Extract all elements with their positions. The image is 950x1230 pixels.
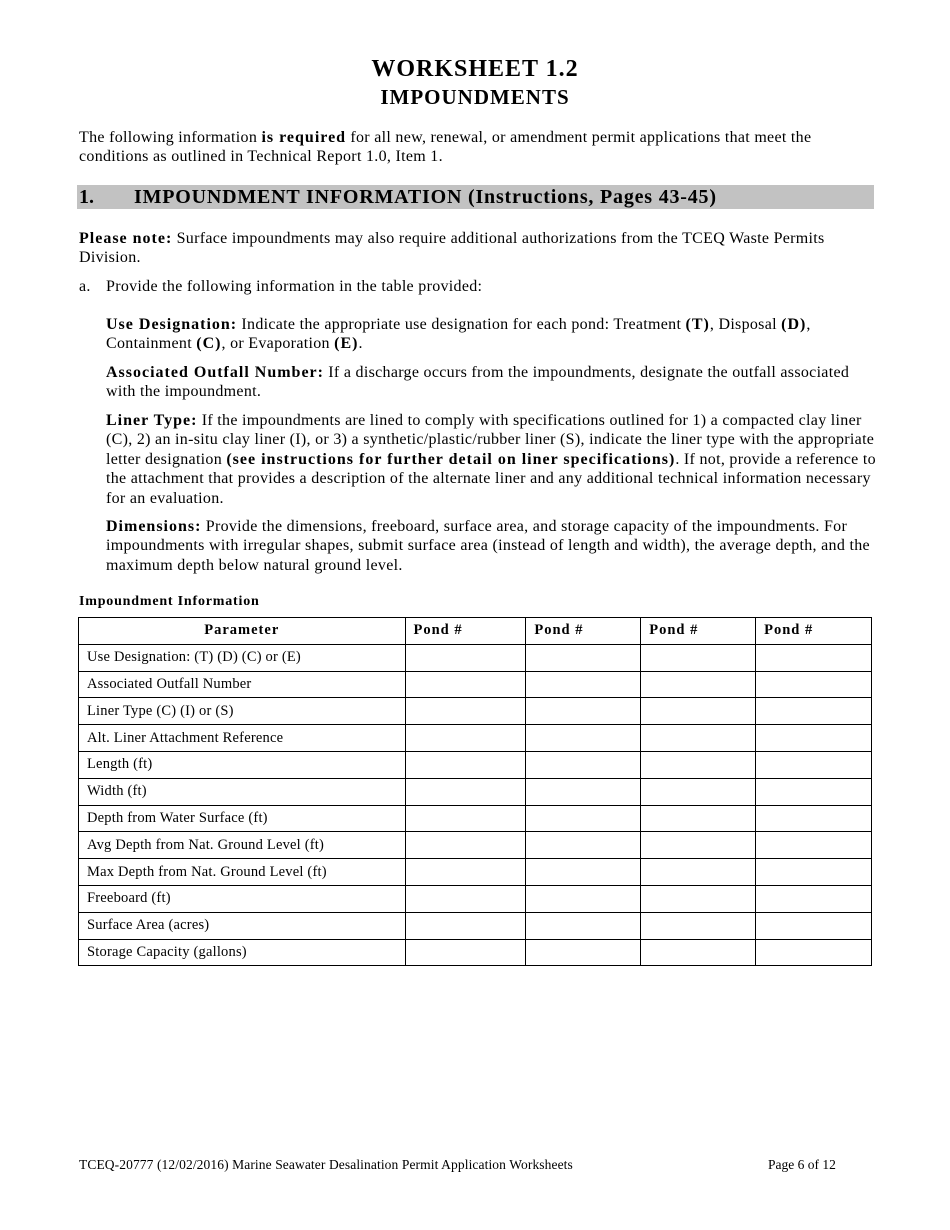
note-text: Surface impoundments may also require additional authorizations from the TCEQ Waste Permits Division. — [79, 230, 825, 267]
header-pond-1: Pond # — [405, 618, 526, 645]
parameter-cell: Use Designation: (T) (D) (C) or (E) — [79, 644, 406, 671]
pond-3-input-cell[interactable] — [641, 698, 756, 725]
item-a-text: Provide the following information in the table provided: — [106, 278, 483, 295]
liner-text-1: If the impoundments are lined to comply with specifications outlined for 1) a compacted clay liner (C), 2) an in-situ clay liner (I), or 3) a synthetic/plastic/rubber liner (S), indicate the liner type with the appropriate letter designation — [106, 412, 875, 468]
pond-1-input-cell[interactable] — [405, 939, 526, 966]
table-row — [79, 671, 872, 698]
table-row — [79, 805, 872, 832]
use-code-t: (T) — [685, 316, 710, 333]
parameter-cell: Associated Outfall Number — [79, 671, 406, 698]
table-row — [79, 912, 872, 939]
pond-4-input-cell[interactable] — [756, 698, 872, 725]
use-designation-label: Use Designation: — [106, 316, 238, 333]
pond-4-input-cell[interactable] — [756, 885, 872, 912]
intro-text: The following information — [79, 129, 262, 146]
parameter-cell: Avg Depth from Nat. Ground Level (ft) — [79, 832, 406, 859]
table-header-row — [79, 618, 872, 645]
liner-type-paragraph — [106, 411, 881, 508]
footer-form-id: TCEQ-20777 (12/02/2016) Marine Seawater Desalination Permit Application Worksheets — [79, 1157, 573, 1172]
pond-2-input-cell[interactable] — [526, 698, 641, 725]
liner-label: Liner Type: — [106, 412, 198, 429]
pond-1-input-cell[interactable] — [405, 751, 526, 778]
pond-2-input-cell[interactable] — [526, 778, 641, 805]
pond-3-input-cell[interactable] — [641, 805, 756, 832]
dimensions-label: Dimensions: — [106, 518, 202, 535]
pond-1-input-cell[interactable] — [405, 805, 526, 832]
use-text-4: , or Evaporation — [221, 335, 335, 353]
pond-3-input-cell[interactable] — [641, 778, 756, 805]
parameter-cell: Liner Type (C) (I) or (S) — [79, 698, 406, 725]
use-code-d: (D) — [781, 316, 807, 333]
worksheet-title: WORKSHEET 1.2 — [371, 56, 579, 82]
outfall-paragraph — [106, 363, 876, 402]
pond-1-input-cell[interactable] — [405, 644, 526, 671]
table-row — [79, 778, 872, 805]
pond-2-input-cell[interactable] — [526, 939, 641, 966]
pond-1-input-cell[interactable] — [405, 832, 526, 859]
pond-4-input-cell[interactable] — [756, 939, 872, 966]
table-row — [79, 698, 872, 725]
use-text-1: Indicate the appropriate use designation for each pond: Treatment — [237, 316, 686, 333]
dimensions-text: Provide the dimensions, freeboard, surface area, and storage capacity of the impoundments. For impoundments with irregular shapes, submit surface area (instead of length and width), the average depth, and the maximum depth below natural ground level. — [106, 518, 870, 574]
parameter-cell: Storage Capacity (gallons) — [79, 939, 406, 966]
use-text-3: , Containment — [106, 316, 811, 353]
footer-page-number: Page 6 of 12 — [768, 1157, 836, 1172]
table-row — [79, 939, 872, 966]
parameter-cell: Depth from Water Surface (ft) — [79, 805, 406, 832]
please-note-paragraph — [79, 229, 879, 268]
pond-3-input-cell[interactable] — [641, 912, 756, 939]
pond-1-input-cell[interactable] — [405, 725, 526, 752]
header-pond-4: Pond # — [756, 618, 872, 645]
pond-1-input-cell[interactable] — [405, 671, 526, 698]
table-row — [79, 832, 872, 859]
liner-text-2: . If not, provide a reference to the attachment that provides a description of the alternate liner and any additional technical information necessary for an evaluation. — [106, 450, 876, 507]
header-pond-2: Pond # — [526, 618, 641, 645]
table-row — [79, 859, 872, 886]
pond-1-input-cell[interactable] — [405, 885, 526, 912]
pond-3-input-cell[interactable] — [641, 885, 756, 912]
section-number: 1. — [79, 186, 94, 208]
pond-4-input-cell[interactable] — [756, 832, 872, 859]
pond-4-input-cell[interactable] — [756, 859, 872, 886]
pond-1-input-cell[interactable] — [405, 912, 526, 939]
parameter-cell: Width (ft) — [79, 778, 406, 805]
pond-4-input-cell[interactable] — [756, 751, 872, 778]
pond-4-input-cell[interactable] — [756, 805, 872, 832]
pond-4-input-cell[interactable] — [756, 644, 872, 671]
parameter-cell: Alt. Liner Attachment Reference — [79, 725, 406, 752]
use-text-2: , Disposal — [709, 316, 782, 333]
intro-emphasis: is required — [261, 129, 347, 146]
dimensions-paragraph — [106, 517, 876, 575]
outfall-text: If a discharge occurs from the impoundments, designate the outfall associated with the impoundment. — [106, 364, 850, 401]
pond-1-input-cell[interactable] — [405, 859, 526, 886]
pond-3-input-cell[interactable] — [641, 751, 756, 778]
pond-3-input-cell[interactable] — [641, 725, 756, 752]
note-label: Please note: — [79, 230, 173, 247]
pond-2-input-cell[interactable] — [526, 805, 641, 832]
table-row — [79, 885, 872, 912]
table-row — [79, 751, 872, 778]
use-code-e: (E) — [334, 335, 359, 353]
pond-2-input-cell[interactable] — [526, 885, 641, 912]
pond-4-input-cell[interactable] — [756, 912, 872, 939]
pond-2-input-cell[interactable] — [526, 644, 641, 671]
table-caption: Impoundment Information — [79, 594, 260, 609]
pond-3-input-cell[interactable] — [641, 671, 756, 698]
pond-2-input-cell[interactable] — [526, 751, 641, 778]
header-parameter: Parameter — [79, 618, 406, 645]
intro-text-end: for all new, renewal, or amendment permit applications that meet the conditions as outlined in Technical Report 1.0, Item 1. — [79, 129, 812, 165]
header-pond-3: Pond # — [641, 618, 756, 645]
worksheet-subtitle: IMPOUNDMENTS — [380, 85, 570, 109]
pond-2-input-cell[interactable] — [526, 859, 641, 886]
item-a-label: a. — [79, 278, 91, 295]
pond-2-input-cell[interactable] — [526, 912, 641, 939]
pond-4-input-cell[interactable] — [756, 725, 872, 752]
pond-3-input-cell[interactable] — [641, 644, 756, 671]
table-row — [79, 725, 872, 752]
impoundment-table — [78, 617, 872, 966]
intro-paragraph — [79, 128, 879, 166]
section-header — [77, 185, 874, 209]
parameter-cell: Surface Area (acres) — [79, 912, 406, 939]
outfall-label: Associated Outfall Number: — [106, 364, 324, 381]
use-text-5: . — [358, 335, 363, 353]
pond-3-input-cell[interactable] — [641, 832, 756, 859]
section-title: IMPOUNDMENT INFORMATION (Instructions, Pages 43-45) — [134, 186, 717, 208]
pond-1-input-cell[interactable] — [405, 778, 526, 805]
pond-2-input-cell[interactable] — [526, 671, 641, 698]
table-row — [79, 644, 872, 671]
use-designation-paragraph — [106, 315, 876, 354]
pond-1-input-cell[interactable] — [405, 698, 526, 725]
pond-4-input-cell[interactable] — [756, 778, 872, 805]
liner-instructions-ref: (see instructions for further detail on liner specifications) — [226, 450, 676, 468]
pond-3-input-cell[interactable] — [641, 939, 756, 966]
parameter-cell: Max Depth from Nat. Ground Level (ft) — [79, 859, 406, 886]
parameter-cell: Freeboard (ft) — [79, 885, 406, 912]
use-code-c: (C) — [196, 335, 222, 353]
parameter-cell: Length (ft) — [79, 751, 406, 778]
pond-2-input-cell[interactable] — [526, 725, 641, 752]
pond-2-input-cell[interactable] — [526, 832, 641, 859]
pond-4-input-cell[interactable] — [756, 671, 872, 698]
pond-3-input-cell[interactable] — [641, 859, 756, 886]
